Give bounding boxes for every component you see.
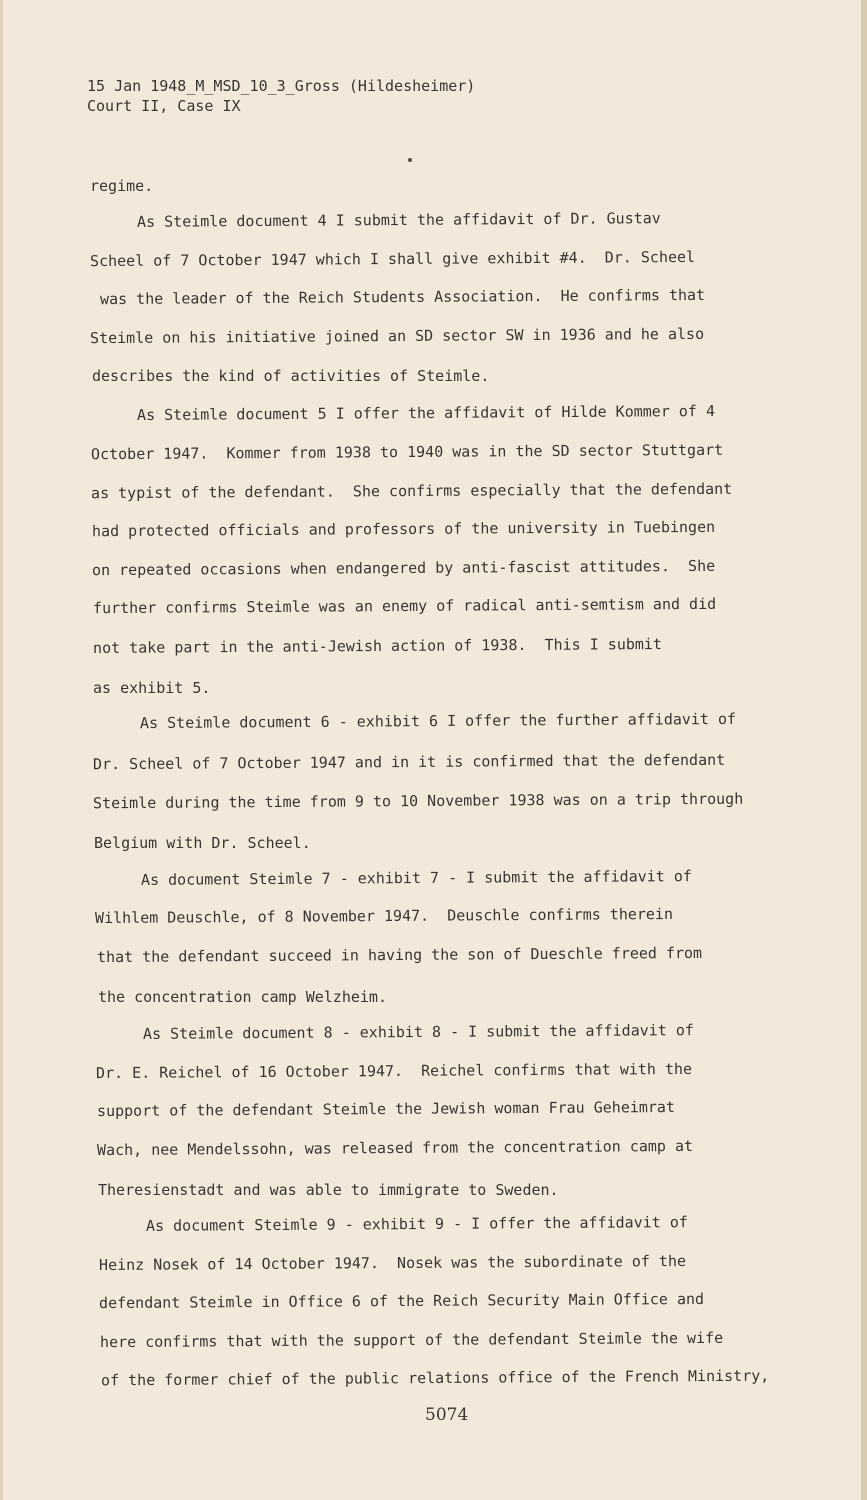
body-line: Heinz Nosek of 14 October 1947. Nosek was the subordinate of the: [98, 1251, 687, 1275]
header-court-case: Court II, Case IX: [87, 97, 241, 115]
body-line: Belgium with Dr. Scheel.: [94, 834, 311, 852]
body-line: on repeated occasions when endangered by anti-fascist attitudes. She: [91, 556, 716, 580]
body-line: describes the kind of activities of Steimle.: [92, 367, 490, 385]
body-line: of the former chief of the public relations office of the French Ministry,: [100, 1366, 770, 1390]
body-line: Dr. Scheel of 7 October 1947 and in it is confirmed that the defendant: [92, 750, 726, 774]
body-line: was the leader of the Reich Students Association. He confirms that: [99, 285, 706, 309]
body-line: further confirms Steimle was an enemy of radical anti-semtism and did: [92, 594, 717, 618]
body-line: Scheel of 7 October 1947 which I shall give exhibit #4. Dr. Scheel: [89, 247, 696, 271]
body-line: As document Steimle 9 - exhibit 9 - I offer the affidavit of: [145, 1213, 688, 1235]
body-line: Steimle during the time from 9 to 10 November 1938 was on a trip through: [92, 789, 744, 813]
body-line: October 1947. Kommer from 1938 to 1940 was in the SD sector Stuttgart: [90, 440, 724, 464]
page-number: 5074: [425, 1405, 469, 1425]
body-line: the concentration camp Welzheim.: [98, 988, 387, 1006]
body-line: Steimle on his initiative joined an SD sector SW in 1936 and he also: [89, 324, 705, 348]
body-line: Dr. E. Reichel of 16 October 1947. Reichel confirms that with the: [95, 1059, 693, 1083]
body-line: As Steimle document 5 I offer the affidavit of Hilde Kommer of 4: [136, 401, 716, 425]
body-line: As Steimle document 6 - exhibit 6 I offer the further affidavit of: [139, 709, 737, 733]
header-date-reference: 15 Jan 1948_M_MSD_10_3_Gross (Hildesheimer): [87, 77, 476, 95]
body-line: here confirms that with the support of the defendant Steimle the wife: [99, 1328, 724, 1352]
body-line: support of the defendant Steimle the Jewish woman Frau Geheimrat: [96, 1097, 676, 1121]
body-line: as typist of the defendant. She confirms especially that the defendant: [90, 479, 733, 503]
body-line: Theresienstadt and was able to immigrate to Sweden.: [98, 1181, 559, 1199]
stray-mark: [408, 158, 412, 162]
body-line: Wach, nee Mendelssohn, was released from the concentration camp at: [96, 1136, 694, 1160]
document-header: [87, 76, 475, 116]
body-line: not take part in the anti-Jewish action of 1938. This I submit: [92, 635, 663, 657]
body-line: as exhibit 5.: [93, 679, 211, 697]
body-line: As document Steimle 7 - exhibit 7 - I submit the affidavit of: [140, 867, 692, 889]
body-line: regime.: [90, 177, 154, 195]
body-line: Wilhlem Deuschle, of 8 November 1947. Deuschle confirms therein: [94, 904, 674, 928]
body-line: had protected officials and professors of the university in Tuebingen: [91, 517, 716, 541]
body-line: defendant Steimle in Office 6 of the Reich Security Main Office and: [98, 1289, 705, 1313]
body-line: that the defendant succeed in having the son of Dueschle freed from: [96, 943, 703, 967]
body-line: As Steimle document 4 I submit the affidavit of Dr. Gustav: [136, 209, 661, 231]
body-line: As Steimle document 8 - exhibit 8 - I submit the affidavit of: [142, 1021, 694, 1043]
